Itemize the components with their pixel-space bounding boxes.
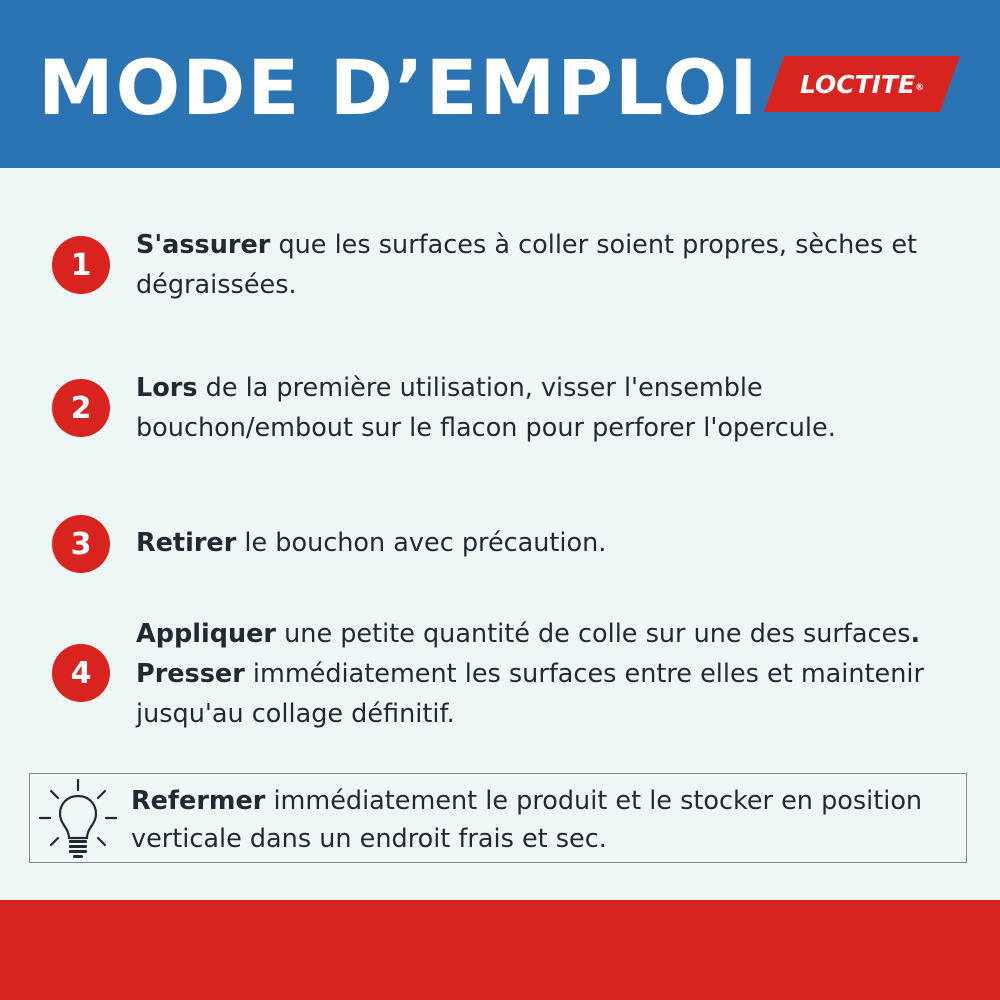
logo-registered-mark: ® bbox=[915, 83, 925, 93]
loctite-logo bbox=[764, 56, 960, 112]
step-text bbox=[136, 614, 976, 734]
step-description: le bouchon avec précaution. bbox=[236, 528, 607, 558]
step-lead-word: Appliquer bbox=[136, 619, 277, 649]
step-number-badge: 1 bbox=[52, 236, 110, 294]
step-lead-word: S'assurer bbox=[136, 230, 271, 260]
header-banner bbox=[0, 0, 1000, 168]
step-description-2: immédiatement les surfaces entre elles et maintenir jusqu'au collage définitif. bbox=[136, 659, 924, 729]
step-4 bbox=[52, 614, 972, 744]
tip-description: immédiatement le produit et le stocker en position verticale dans un endroit frais et sec. bbox=[131, 786, 923, 854]
step-lead-word-2: Presser bbox=[136, 659, 245, 689]
step-period: . bbox=[910, 619, 921, 649]
step-description: une petite quantité de colle sur une des surfaces bbox=[276, 619, 911, 649]
step-lead-word: Lors bbox=[136, 373, 198, 403]
step-text bbox=[136, 523, 976, 563]
logo-text: LOCTITE bbox=[799, 69, 916, 99]
tip-box bbox=[29, 773, 967, 863]
step-1 bbox=[52, 225, 972, 315]
step-text bbox=[136, 225, 976, 305]
step-number-badge: 2 bbox=[52, 379, 110, 437]
step-description: que les surfaces à coller soient propres, sèches et dégraissées. bbox=[136, 230, 918, 300]
step-3 bbox=[52, 515, 972, 575]
step-lead-word: Retirer bbox=[136, 528, 237, 558]
step-2 bbox=[52, 368, 972, 458]
lightbulb-icon bbox=[38, 778, 118, 860]
step-description: de la première utilisation, visser l'ensemble bouchon/embout sur le flacon pour perforer l'opercule. bbox=[136, 373, 836, 443]
tip-lead-word: Refermer bbox=[131, 786, 266, 816]
step-text bbox=[136, 368, 976, 448]
page-title: MODE D’EMPLOI bbox=[38, 43, 760, 132]
step-number-badge: 4 bbox=[52, 644, 110, 702]
footer-bar bbox=[0, 900, 1000, 1000]
tip-text bbox=[131, 782, 951, 858]
step-number-badge: 3 bbox=[52, 515, 110, 573]
